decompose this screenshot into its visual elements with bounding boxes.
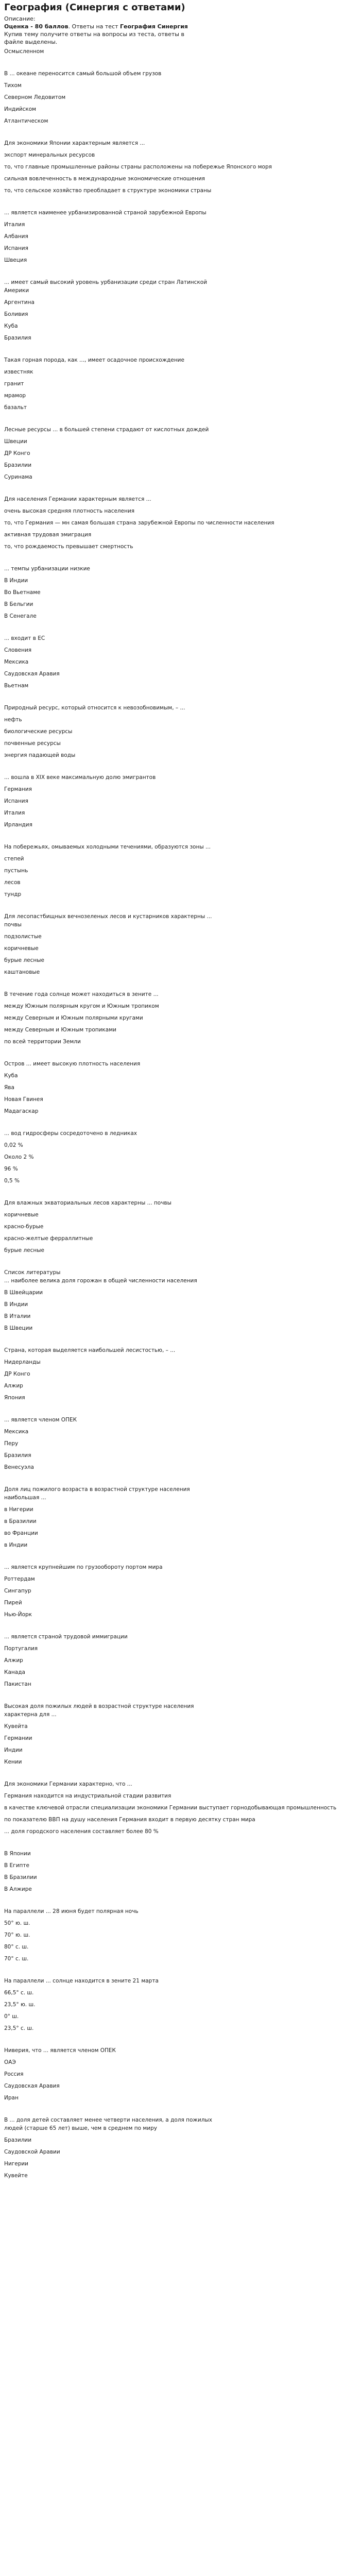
question-block xyxy=(4,990,357,1060)
answer-option: то, что сельское хозяйство преобладает в структуре экономики страны xyxy=(4,188,212,194)
answer-option: Германия xyxy=(4,786,32,792)
question-text: В ... океане переносится самый большой объем грузов xyxy=(4,71,162,77)
answer-option: Мексика xyxy=(4,1429,29,1435)
answer-option: активная трудовая эмиграция xyxy=(4,532,92,538)
question-block xyxy=(4,356,357,426)
question-spacer xyxy=(4,1475,357,1485)
question-block xyxy=(4,1633,357,1702)
answer-option: нефть xyxy=(4,717,22,723)
answer-option: Алжир xyxy=(4,1383,23,1389)
answer-option: Швеции xyxy=(4,438,27,445)
question-text: ... является крупнейшим по грузообороту портом мира xyxy=(4,1564,163,1570)
intro-text: Купив тему получите ответы на вопросы из теста, ответы в файле выделены. xyxy=(4,31,184,45)
answer-option: В Италии xyxy=(4,1313,31,1319)
answer-option: красно-бурые xyxy=(4,1224,44,1230)
question-block xyxy=(4,1702,357,1780)
answer-option: степей xyxy=(4,856,24,862)
question-spacer xyxy=(4,554,357,565)
answer-option: Япония xyxy=(4,1395,25,1401)
answer-option: коричневые xyxy=(4,1212,39,1218)
question-block xyxy=(4,634,357,704)
answer-option: Бразилии xyxy=(4,462,32,468)
answer-option: Германии xyxy=(4,1735,32,1741)
question-text: Для населения Германии характерным является ... xyxy=(4,496,151,502)
answer-option: В Бразилии xyxy=(4,1874,37,1880)
question-block xyxy=(4,1780,357,1850)
answer-option: 70° с. ш. xyxy=(4,1956,29,1962)
answer-option: Пакистан xyxy=(4,1681,31,1687)
answer-option: Аргентина xyxy=(4,299,35,306)
question-block xyxy=(4,1060,357,1129)
question-spacer xyxy=(4,485,357,495)
question-block xyxy=(4,2046,357,2116)
answer-option: Испания xyxy=(4,798,28,804)
answer-option: Перу xyxy=(4,1440,19,1447)
question-spacer xyxy=(4,198,357,209)
answer-option: каштановые xyxy=(4,969,40,975)
answer-option: Швеция xyxy=(4,257,27,263)
answer-option: Мадагаскар xyxy=(4,1108,39,1114)
question-spacer xyxy=(4,2036,357,2046)
answer-option: то, что рождаемость превышает смертность xyxy=(4,544,133,550)
page-title: География (Синергия с ответами) xyxy=(4,2,185,13)
answer-option: по показателю ВВП на душу населения Германия входит в первую десятку стран мира xyxy=(4,1817,255,1823)
question-block xyxy=(4,773,357,843)
question-block xyxy=(4,1416,357,1485)
question-text: Для экономики Германии характерно, что ... xyxy=(4,1781,132,1787)
score-value: Оценка - 80 баллов xyxy=(4,23,68,30)
question-block xyxy=(4,1977,357,2046)
answer-option: экспорт минеральных ресурсов xyxy=(4,152,95,158)
question-text: Список литературы ... наиболее велика доля горожан в общей численности населения xyxy=(4,1269,197,1284)
answer-option: сильная вовлеченность в международные экономические отношения xyxy=(4,176,205,182)
answer-option: Нью-Йорк xyxy=(4,1612,32,1618)
answer-option: 96 % xyxy=(4,1166,18,1172)
question-spacer xyxy=(4,902,357,912)
answer-option: между Южным полярным кругом и Южным тропиком xyxy=(4,1003,159,1009)
question-spacer xyxy=(4,763,357,773)
answer-option: Германия находится на индустриальной стадии развития xyxy=(4,1793,171,1799)
answer-option: между Северным и Южным полярными кругами xyxy=(4,1015,143,1021)
question-text: Ниверия, что ... является членом ОПЕК xyxy=(4,2047,116,2054)
answer-option: Кувейте xyxy=(4,2173,28,2179)
question-text: Для экономики Японии характерным является ... xyxy=(4,140,145,146)
question-block xyxy=(4,704,357,773)
description-label: Описание: xyxy=(4,15,36,22)
answer-option: Ява xyxy=(4,1084,14,1091)
answer-option: Нигерии xyxy=(4,2161,29,2167)
answer-option: Кувейта xyxy=(4,1723,28,1730)
answer-option: Новая Гвинея xyxy=(4,1096,43,1103)
answer-option: 80° с. ш. xyxy=(4,1944,29,1950)
answer-option: 50° ю. ш. xyxy=(4,1920,30,1926)
answer-option: во Франции xyxy=(4,1530,38,1536)
answer-option: Венесуэла xyxy=(4,1464,34,1470)
question-block xyxy=(4,1485,357,1563)
answer-option: подзолистые xyxy=(4,934,42,940)
answer-option: В Египте xyxy=(4,1862,29,1869)
question-text: ... вод гидросферы сосредоточено в ледниках xyxy=(4,1130,137,1137)
question-spacer xyxy=(4,624,357,634)
question-text: Высокая доля пожилых людей в возрастной структуре населения характерна для ... xyxy=(4,1703,194,1718)
answer-option: В Швеции xyxy=(4,1325,33,1331)
answer-option: то, что Германия — мн самая большая страна зарубежной Европы по численности населения xyxy=(4,520,274,526)
question-spacer xyxy=(4,1839,357,1850)
answer-option: Около 2 % xyxy=(4,1154,34,1160)
answer-option: в Бразилии xyxy=(4,1518,37,1524)
question-block xyxy=(4,912,357,990)
question-text: Остров ... имеет высокую плотность населения xyxy=(4,1061,141,1067)
question-spacer xyxy=(4,1622,357,1633)
answer-option: Испания xyxy=(4,245,28,251)
answer-option: Пирей xyxy=(4,1600,22,1606)
answer-option: коричневые xyxy=(4,945,39,952)
answer-option: 23,5° с. ш. xyxy=(4,2025,34,2031)
answer-option: Сингапур xyxy=(4,1588,31,1594)
question-text: Природный ресурс, который относится к невозобновимым, – ... xyxy=(4,705,185,711)
question-block xyxy=(4,426,357,495)
question-spacer xyxy=(4,1189,357,1199)
answer-option: Мексика xyxy=(4,659,29,665)
question-spacer xyxy=(4,1967,357,1977)
question-block xyxy=(4,278,357,356)
answer-option: 70° ю. ш. xyxy=(4,1932,30,1938)
answer-option: Во Вьетнаме xyxy=(4,589,41,596)
question-spacer xyxy=(4,1049,357,1060)
answer-option: ДР Конго xyxy=(4,1371,30,1377)
answer-option: тундр xyxy=(4,891,22,897)
question-text: Такая горная порода, как ..., имеет осадочное происхождение xyxy=(4,357,184,363)
question-spacer xyxy=(4,1336,357,1346)
question-spacer xyxy=(4,1553,357,1563)
answer-option: В Индии xyxy=(4,1301,28,1308)
question-text: ... темпы урбанизации низкие xyxy=(4,566,90,572)
answer-option: Саудовская Аравия xyxy=(4,671,60,677)
answer-option: в Нигерии xyxy=(4,1506,33,1513)
question-block xyxy=(4,2116,357,2194)
question-text: В течение года солнце может находиться в зените ... xyxy=(4,991,159,997)
question-text: ... имеет самый высокий уровень урбанизации среди стран Латинской Америки xyxy=(4,279,208,294)
question-block xyxy=(4,565,357,634)
question-block xyxy=(4,209,357,278)
answer-option: по всей территории Земли xyxy=(4,1039,81,1045)
answer-option: Индийском xyxy=(4,106,37,112)
question-spacer xyxy=(4,980,357,990)
answer-option: Россия xyxy=(4,2071,24,2077)
question-block xyxy=(4,1346,357,1416)
question-block xyxy=(4,843,357,912)
question-block xyxy=(4,1563,357,1633)
score-mid-text: . Ответы на тест xyxy=(68,23,121,30)
question-text: В Японии xyxy=(4,1851,31,1857)
question-text: На параллели ... 28 июня будет полярная ночь xyxy=(4,1908,139,1914)
answer-option: Словения xyxy=(4,647,32,653)
answer-option: Саудовская Аравия xyxy=(4,2083,60,2089)
answer-option: Бразилии xyxy=(4,2137,32,2143)
answer-option: мрамор xyxy=(4,393,26,399)
question-text: Для лесопастбищных вечнозеленых лесов и кустарников характерны ... почвы xyxy=(4,913,212,928)
answer-option: Алжир xyxy=(4,1657,23,1664)
answer-option: Португалия xyxy=(4,1646,38,1652)
question-block xyxy=(4,1850,357,1907)
answer-option: очень высокая средняя плотность населения xyxy=(4,508,135,514)
question-list xyxy=(4,47,357,2194)
answer-option: В Индии xyxy=(4,578,28,584)
question-spacer xyxy=(4,268,357,278)
question-block xyxy=(4,1129,357,1199)
answer-option: пустынь xyxy=(4,868,28,874)
answer-option: 23,5° ю. ш. xyxy=(4,2002,36,2008)
question-text: ... входит в ЕС xyxy=(4,635,45,641)
answer-option: почвенные ресурсы xyxy=(4,740,61,747)
question-block xyxy=(4,47,357,70)
answer-option: Тихом xyxy=(4,82,22,89)
answer-option: энергия падающей воды xyxy=(4,752,76,758)
answer-option: В Швейцарии xyxy=(4,1290,43,1296)
question-spacer xyxy=(4,1405,357,1416)
question-text: ... является страной трудовой иммиграции xyxy=(4,1634,128,1640)
question-block xyxy=(4,139,357,209)
question-spacer xyxy=(4,129,357,139)
score-summary xyxy=(4,23,357,30)
question-spacer xyxy=(4,1692,357,1702)
answer-option: 0,02 % xyxy=(4,1142,23,1148)
answer-option: Ирландия xyxy=(4,822,32,828)
answer-option: Суринама xyxy=(4,474,32,480)
question-spacer xyxy=(4,2106,357,2116)
answer-option: между Северным и Южным тропиками xyxy=(4,1027,116,1033)
question-spacer xyxy=(4,1258,357,1268)
question-block xyxy=(4,1268,357,1346)
answer-option: бурые лесные xyxy=(4,957,45,963)
answer-option: Саудовской Аравии xyxy=(4,2149,60,2155)
answer-option: Нидерланды xyxy=(4,1359,41,1365)
answer-option: в качестве ключевой отрасли специализации экономики Германии выступает горнодобывающая промышленность xyxy=(4,1805,337,1811)
answer-option: Индии xyxy=(4,1747,23,1753)
answer-option: Канада xyxy=(4,1669,25,1675)
question-text: На параллели ... солнце находится в зените 21 марта xyxy=(4,1978,159,1984)
answer-option: биологические ресурсы xyxy=(4,728,73,735)
answer-option: ... доля городского населения составляет более 80 % xyxy=(4,1828,159,1835)
question-spacer xyxy=(4,1897,357,1907)
answer-option: Куба xyxy=(4,323,18,329)
question-block xyxy=(4,495,357,565)
question-spacer xyxy=(4,2183,357,2194)
answer-option: Боливия xyxy=(4,311,28,317)
answer-option: Северном Ледовитом xyxy=(4,94,66,100)
answer-option: базальт xyxy=(4,404,27,411)
question-spacer xyxy=(4,833,357,843)
score-subject: География Синергия xyxy=(120,23,188,30)
answer-option: лесов xyxy=(4,879,21,886)
answer-option: В Алжире xyxy=(4,1886,32,1892)
question-text: Страна, которая выделяется наибольшей лесистостью, – ... xyxy=(4,1347,176,1353)
answer-option: ОАЭ xyxy=(4,2059,16,2065)
question-spacer xyxy=(4,693,357,704)
answer-option: 0,5 % xyxy=(4,1178,20,1184)
answer-option: известняк xyxy=(4,369,33,375)
question-text: Для влажных экваториальных лесов характерны ... почвы xyxy=(4,1200,171,1206)
answer-option: Кении xyxy=(4,1759,22,1765)
question-spacer xyxy=(4,415,357,426)
question-text: Осмысленном xyxy=(4,48,44,55)
answer-option: гранит xyxy=(4,381,24,387)
answer-option: бурые лесные xyxy=(4,1247,45,1253)
question-text: На побережьях, омываемых холодными течениями, образуются зоны ... xyxy=(4,844,211,850)
answer-option: 66,5° с. ш. xyxy=(4,1990,34,1996)
answer-option: в Индии xyxy=(4,1542,28,1548)
answer-option: Италия xyxy=(4,222,25,228)
answer-option: Албания xyxy=(4,233,28,240)
question-text: ... вошла в XIX веке максимальную долю эмигрантов xyxy=(4,774,156,781)
answer-option: Бразилия xyxy=(4,1452,31,1459)
answer-option: Атлантическом xyxy=(4,118,48,124)
question-block xyxy=(4,70,357,139)
question-text: В ... доля детей составляет менее четверти населения, а доля пожилых людей (старше 65 лет) выше, чем в среднем по миру xyxy=(4,2117,212,2131)
answer-option: Вьетнам xyxy=(4,683,29,689)
question-block xyxy=(4,1199,357,1268)
question-text: Лесные ресурсы ... в большей степени страдают от кислотных дождей xyxy=(4,427,209,433)
answer-option: В Бельгии xyxy=(4,601,33,607)
question-text: Доля лиц пожилого возраста в возрастной структуре населения наибольшая ... xyxy=(4,1486,190,1501)
question-spacer xyxy=(4,346,357,356)
answer-option: красно-желтые ферраллитные xyxy=(4,1235,93,1242)
answer-option: 0° ш. xyxy=(4,2013,19,2020)
question-text: ... является членом ОПЕК xyxy=(4,1417,77,1423)
question-block xyxy=(4,1907,357,1977)
answer-option: Италия xyxy=(4,810,25,816)
answer-option: Куба xyxy=(4,1073,18,1079)
answer-option: В Сенегале xyxy=(4,613,37,619)
answer-option: ДР Конго xyxy=(4,450,30,456)
question-spacer xyxy=(4,1119,357,1129)
answer-option: Иран xyxy=(4,2095,19,2101)
question-spacer xyxy=(4,1770,357,1780)
question-spacer xyxy=(4,59,357,70)
answer-option: Роттердам xyxy=(4,1576,35,1582)
answer-option: то, что главные промышленные районы страны расположены на побережье Японского моря xyxy=(4,164,272,170)
question-text: ... является наименее урбанизированной страной зарубежной Европы xyxy=(4,210,207,216)
answer-option: Бразилия xyxy=(4,335,31,341)
